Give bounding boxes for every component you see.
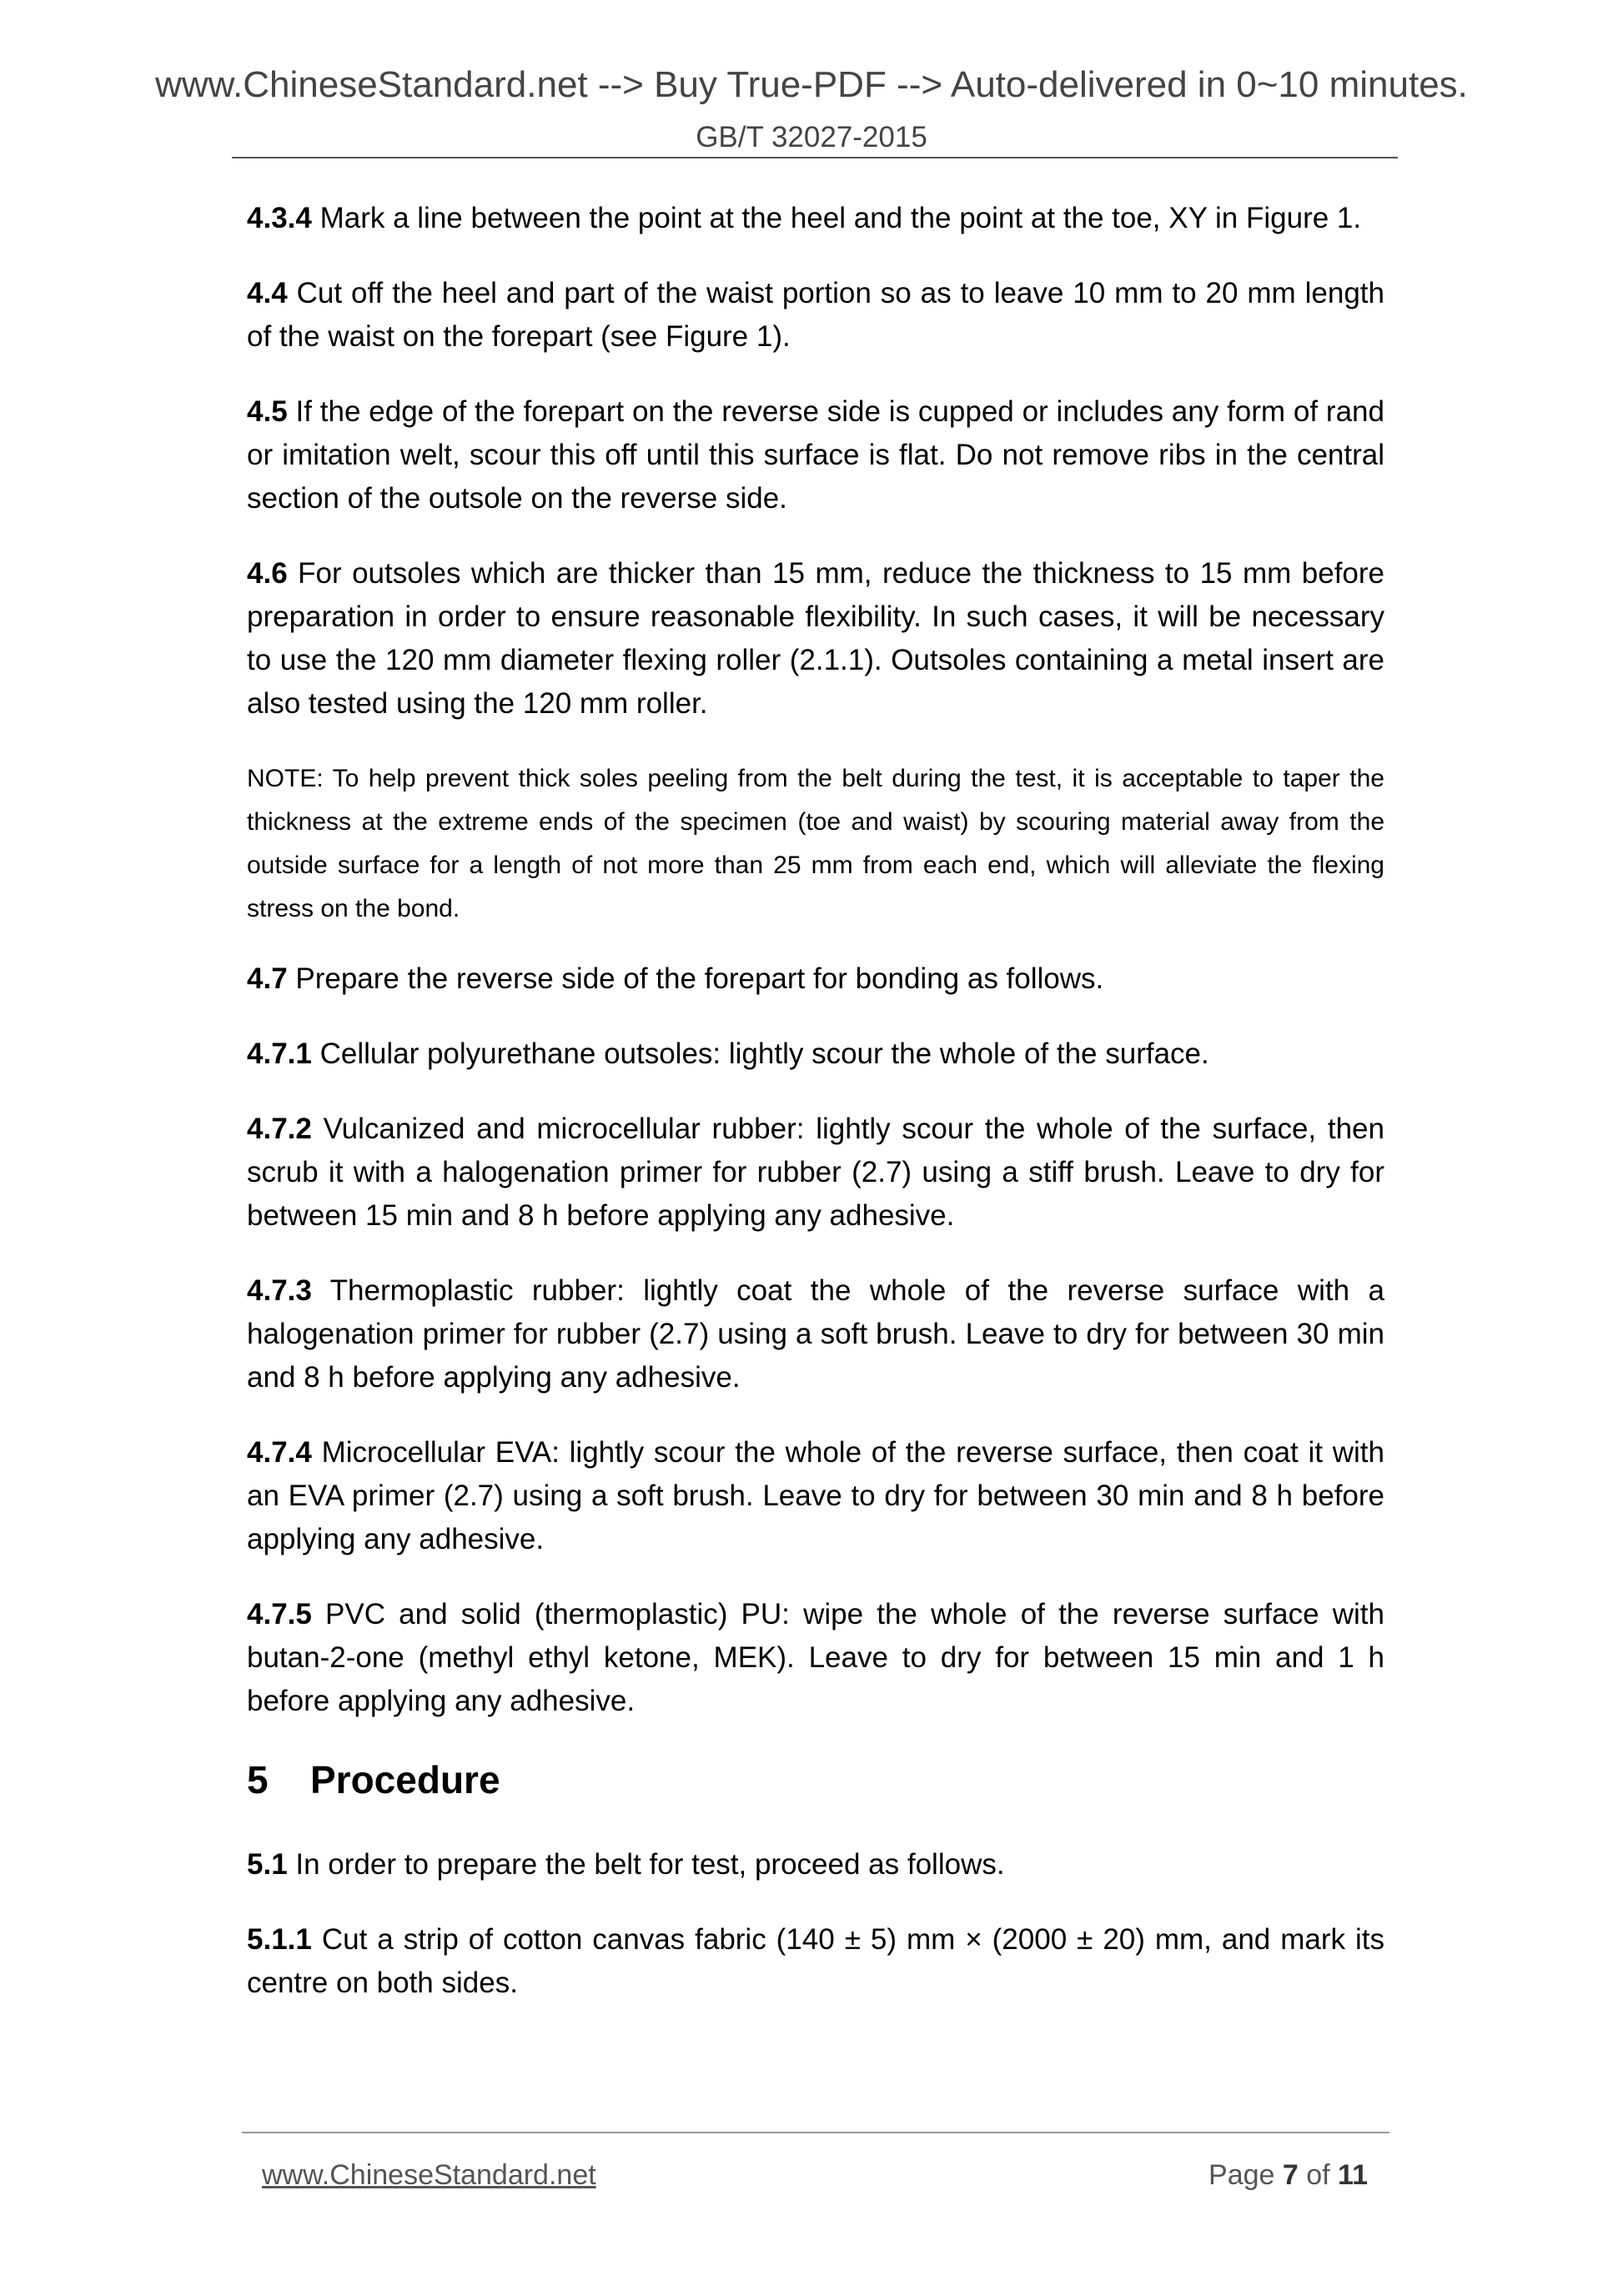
section-number: 5	[247, 1758, 269, 1801]
footer-website-link[interactable]: www.ChineseStandard.net	[262, 2159, 596, 2191]
clause-5-1-1	[247, 1918, 1384, 2005]
clause-4-5	[247, 390, 1384, 520]
clause-4-7-5	[247, 1593, 1384, 1723]
clause-number: 4.4	[247, 277, 288, 309]
clause-number: 4.7.4	[247, 1436, 312, 1469]
clause-number: 5.1	[247, 1848, 288, 1881]
page-prefix: Page	[1208, 2159, 1283, 2191]
section-title: Procedure	[310, 1758, 500, 1801]
page-total: 11	[1338, 2159, 1368, 2191]
header-divider	[232, 157, 1398, 158]
clause-text: Cut a strip of cotton canvas fabric (140 ± 5) mm × (2000 ± 20) mm, and mark its centre on both sides.	[247, 1923, 1384, 1999]
clause-text: Prepare the reverse side of the forepart for bonding as follows.	[287, 962, 1104, 995]
header-banner: www.ChineseStandard.net --> Buy True-PDF --> Auto-delivered in 0~10 minutes.	[155, 64, 1468, 105]
clause-number: 4.7.5	[247, 1598, 312, 1630]
clause-text: Cut off the heel and part of the waist portion so as to leave 10 mm to 20 mm length of the waist on the forepart (see Figure 1).	[247, 277, 1384, 353]
note-paragraph: NOTE: To help prevent thick soles peeling from the belt during the test, it is acceptable to taper the thickness at the extreme ends of the specimen (toe and waist) by scouring material away from the outside surface for a length of not more than 25 mm from each end, which will alleviate the flexing stress on the bond.	[247, 765, 1384, 922]
page-body	[247, 197, 1384, 2037]
clause-4-3-4	[247, 197, 1384, 240]
clause-4-6	[247, 552, 1384, 726]
clause-text: For outsoles which are thicker than 15 mm, reduce the thickness to 15 mm before preparation in order to ensure reasonable flexibility. In such cases, it will be necessary to use the 120 mm diameter flexing roller (2.1.1). Outsoles containing a metal insert are also tested using the 120 mm roller.	[247, 557, 1384, 720]
clause-text: If the edge of the forepart on the reverse side is cupped or includes any form of rand or imitation welt, scour this off until this surface is flat. Do not remove ribs in the central section of the outsole on the reverse side.	[247, 395, 1384, 515]
page-of: of	[1298, 2159, 1339, 2191]
clause-text: Vulcanized and microcellular rubber: lightly scour the whole of the surface, then scrub it with a halogenation primer for rubber (2.7) using a stiff brush. Leave to dry for between 15 min and 8 h before applying any adhesive.	[247, 1113, 1384, 1232]
clause-number: 4.7.2	[247, 1113, 312, 1145]
clause-number: 4.7	[247, 962, 288, 995]
clause-text: Microcellular EVA: lightly scour the whole of the reverse surface, then coat it with an EVA primer (2.7) using a soft brush. Leave to dry for between 30 min and 8 h before applying any adhesive.	[247, 1436, 1384, 1555]
clause-4-7-4	[247, 1431, 1384, 1561]
clause-4-7-2	[247, 1108, 1384, 1238]
section-heading-procedure	[247, 1755, 1384, 1805]
clause-4-7-3	[247, 1269, 1384, 1399]
clause-number: 5.1.1	[247, 1923, 312, 1956]
clause-4-7	[247, 957, 1384, 1001]
clause-text: Mark a line between the point at the heel and the point at the toe, XY in Figure 1.	[311, 202, 1362, 234]
page-indicator	[1208, 2157, 1368, 2193]
clause-text: Thermoplastic rubber: lightly coat the whole of the reverse surface with a halogenation primer for rubber (2.7) using a soft brush. Leave to dry for between 30 min and 8 h before applying any adhesive.	[247, 1274, 1384, 1394]
clause-4-7-1	[247, 1032, 1384, 1076]
clause-number: 4.7.1	[247, 1037, 312, 1070]
clause-text: In order to prepare the belt for test, proceed as follows.	[287, 1848, 1005, 1881]
clause-number: 4.6	[247, 557, 288, 590]
clause-5-1	[247, 1843, 1384, 1887]
footer-divider	[242, 2132, 1389, 2133]
page-current: 7	[1282, 2159, 1299, 2191]
clause-number: 4.5	[247, 395, 288, 428]
clause-4-4	[247, 272, 1384, 359]
clause-text: PVC and solid (thermoplastic) PU: wipe the whole of the reverse surface with butan-2-one (methyl ethyl ketone, MEK). Leave to dry for between 15 min and 1 h before applying any adhesive.	[247, 1598, 1384, 1717]
clause-number: 4.3.4	[247, 202, 312, 234]
document-code: GB/T 32027-2015	[696, 121, 927, 153]
clause-text: Cellular polyurethane outsoles: lightly scour the whole of the surface.	[311, 1037, 1209, 1070]
clause-number: 4.7.3	[247, 1274, 312, 1307]
